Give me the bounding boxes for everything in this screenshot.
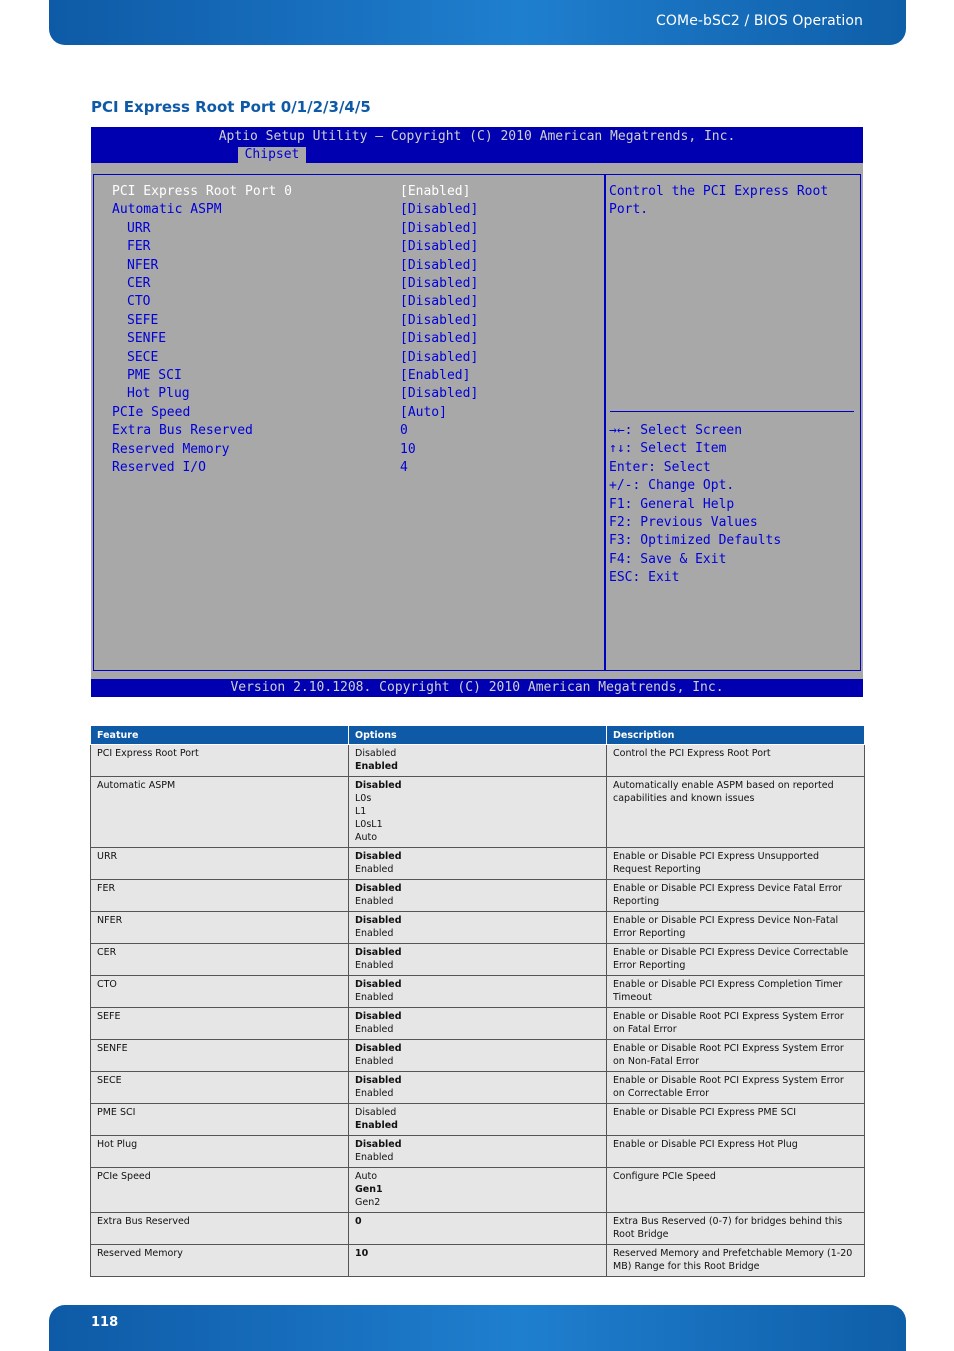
description-cell: Enable or Disable Root PCI Express System Error on Non-Fatal Error — [607, 1040, 865, 1072]
bios-help-text: Control the PCI Express Root — [609, 184, 829, 199]
description-cell: Enable or Disable PCI Express Unsupported Request Reporting — [607, 848, 865, 880]
table-row — [91, 1168, 865, 1213]
bios-item-label[interactable]: Extra Bus Reserved — [112, 423, 253, 439]
feature-table — [90, 725, 865, 1277]
option-value: Enabled — [355, 896, 394, 907]
table-row — [91, 1136, 865, 1168]
bios-item-label[interactable]: Automatic ASPM — [112, 202, 222, 218]
bios-item-label[interactable]: PCIe Speed — [112, 404, 191, 420]
table-row — [91, 745, 865, 777]
bios-key-hint: F3: Optimized Defaults — [609, 533, 782, 549]
bios-item-value[interactable]: [Auto] — [400, 404, 447, 420]
bios-key-hint: +/-: Change Opt. — [609, 478, 735, 494]
table-row — [91, 944, 865, 976]
feature-cell: FER — [91, 880, 349, 912]
description-cell: Enable or Disable PCI Express PME SCI — [607, 1104, 865, 1136]
section-heading: PCI Express Root Port 0/1/2/3/4/5 — [91, 98, 371, 116]
bios-key-hint: F4: Save & Exit — [609, 551, 727, 567]
description-cell: Enable or Disable Root PCI Express System Error on Fatal Error — [607, 1008, 865, 1040]
feature-cell: SENFE — [91, 1040, 349, 1072]
options-cell — [349, 912, 607, 944]
table-row — [91, 1104, 865, 1136]
table-row — [91, 1072, 865, 1104]
bios-item-value[interactable]: [Disabled] — [400, 349, 479, 365]
option-value: 0 — [355, 1216, 362, 1227]
option-value: Enabled — [355, 1024, 394, 1035]
table-row — [91, 777, 865, 848]
bios-item-value[interactable]: 0 — [400, 423, 408, 439]
option-value: Auto — [355, 832, 378, 843]
table-row — [91, 912, 865, 944]
description-cell: Enable or Disable PCI Express Device Non-Fatal Error Reporting — [607, 912, 865, 944]
document-title: COMe-bSC2 / BIOS Operation — [656, 13, 863, 29]
description-cell: Enable or Disable PCI Express Device Fatal Error Reporting — [607, 880, 865, 912]
bios-item-label[interactable]: SECE — [127, 349, 159, 365]
bios-item-label[interactable]: PCI Express Root Port 0 — [112, 184, 293, 199]
option-value: Disabled — [355, 851, 402, 862]
description-cell: Extra Bus Reserved (0-7) for bridges behind this Root Bridge — [607, 1213, 865, 1245]
table-row — [91, 1213, 865, 1245]
table-row — [91, 880, 865, 912]
description-cell: Automatically enable ASPM based on reported capabilities and known issues — [607, 777, 865, 848]
bios-item-value[interactable]: [Disabled] — [400, 294, 479, 310]
options-cell — [349, 880, 607, 912]
option-value: Disabled — [355, 780, 402, 791]
bios-title: Aptio Setup Utility – Copyright (C) 2010 American Megatrends, Inc. — [218, 129, 736, 144]
description-cell: Enable or Disable Root PCI Express System Error on Correctable Error — [607, 1072, 865, 1104]
option-value: Enabled — [355, 928, 394, 939]
option-value: Disabled — [355, 915, 402, 926]
feature-cell: URR — [91, 848, 349, 880]
description-cell: Enable or Disable PCI Express Hot Plug — [607, 1136, 865, 1168]
option-value: Enabled — [355, 1152, 394, 1163]
option-value: Disabled — [355, 1043, 402, 1054]
description-cell: Control the PCI Express Root Port — [607, 745, 865, 777]
feature-cell: NFER — [91, 912, 349, 944]
feature-cell: Hot Plug — [91, 1136, 349, 1168]
options-cell — [349, 1040, 607, 1072]
options-cell — [349, 944, 607, 976]
bios-item-value[interactable]: [Enabled] — [400, 368, 471, 383]
bios-help-text: Port. — [609, 202, 649, 218]
bios-item-label[interactable]: URR — [127, 220, 151, 236]
option-value: Auto — [355, 1171, 378, 1182]
feature-cell: Reserved Memory — [91, 1245, 349, 1277]
bios-titlebar — [91, 127, 863, 163]
bios-key-hint: F2: Previous Values — [609, 515, 758, 530]
tab-chipset[interactable]: Chipset — [238, 147, 306, 163]
description-cell: Enable or Disable PCI Express Device Correctable Error Reporting — [607, 944, 865, 976]
option-value: Disabled — [355, 883, 402, 894]
option-value: Enabled — [355, 992, 394, 1003]
options-cell — [349, 1213, 607, 1245]
feature-cell: Automatic ASPM — [91, 777, 349, 848]
options-cell — [349, 976, 607, 1008]
bios-item-value[interactable]: [Disabled] — [400, 386, 479, 402]
bios-item-value[interactable]: [Disabled] — [400, 331, 479, 347]
bios-help-panel — [605, 174, 861, 671]
feature-cell: PCIe Speed — [91, 1168, 349, 1213]
feature-cell: PME SCI — [91, 1104, 349, 1136]
option-value: Gen1 — [355, 1184, 383, 1195]
bios-key-hint: ESC: Exit — [609, 570, 680, 586]
bios-item-label[interactable]: Reserved I/O — [112, 460, 206, 475]
option-value: Gen2 — [355, 1197, 381, 1208]
bios-footer: Version 2.10.1208. Copyright (C) 2010 American Megatrends, Inc. — [91, 679, 863, 697]
page-number: 118 — [91, 1315, 119, 1330]
bios-key-hint: Enter: Select — [609, 459, 711, 475]
bios-item-label[interactable]: Reserved Memory — [112, 441, 230, 457]
table-row — [91, 848, 865, 880]
bios-item-value[interactable]: [Disabled] — [400, 257, 479, 273]
header-banner — [49, 0, 906, 45]
options-cell — [349, 745, 607, 777]
header-description: Description — [607, 726, 865, 745]
feature-cell: CTO — [91, 976, 349, 1008]
options-cell — [349, 1168, 607, 1213]
bios-settings-panel — [93, 174, 605, 671]
option-value: Disabled — [355, 748, 397, 759]
option-value: Enabled — [355, 1120, 398, 1131]
option-value: Disabled — [355, 1139, 402, 1150]
option-value: Enabled — [355, 960, 394, 971]
option-value: Enabled — [355, 1088, 394, 1099]
options-cell — [349, 848, 607, 880]
bios-item-label[interactable]: SENFE — [127, 331, 167, 347]
option-value: Enabled — [355, 761, 398, 772]
option-value: L0s — [355, 793, 372, 804]
feature-cell: SEFE — [91, 1008, 349, 1040]
bios-item-label[interactable]: PME SCI — [127, 368, 182, 383]
bios-key-hint: ↑↓: Select Item — [609, 441, 727, 457]
description-cell: Enable or Disable PCI Express Completion Timer Timeout — [607, 976, 865, 1008]
footer-banner — [49, 1305, 906, 1351]
option-value: Disabled — [355, 947, 402, 958]
bios-key-hint: →←: Select Screen — [609, 423, 743, 438]
bios-item-label[interactable]: NFER — [127, 257, 159, 273]
option-value: Enabled — [355, 864, 394, 875]
bios-item-value[interactable]: [Disabled] — [400, 239, 479, 255]
options-cell — [349, 1245, 607, 1277]
bios-item-value[interactable]: [Disabled] — [400, 312, 479, 328]
table-row — [91, 1008, 865, 1040]
options-cell — [349, 777, 607, 848]
bios-item-value[interactable]: [Disabled] — [400, 276, 479, 291]
option-value: Disabled — [355, 979, 402, 990]
options-cell — [349, 1008, 607, 1040]
header-options: Options — [349, 726, 607, 745]
feature-cell: PCI Express Root Port — [91, 745, 349, 777]
description-cell: Reserved Memory and Prefetchable Memory (1-20 MB) Range for this Root Bridge — [607, 1245, 865, 1277]
bios-item-label[interactable]: CER — [127, 276, 151, 291]
options-cell — [349, 1136, 607, 1168]
table-row — [91, 1245, 865, 1277]
description-cell: Configure PCIe Speed — [607, 1168, 865, 1213]
bios-screenshot — [91, 127, 863, 697]
bios-item-value[interactable]: [Disabled] — [400, 202, 479, 218]
option-value: Disabled — [355, 1011, 402, 1022]
feature-cell: Extra Bus Reserved — [91, 1213, 349, 1245]
options-cell — [349, 1104, 607, 1136]
table-row — [91, 1040, 865, 1072]
table-header-row — [91, 726, 865, 745]
feature-cell: SECE — [91, 1072, 349, 1104]
bios-item-value[interactable]: 10 — [400, 441, 416, 457]
option-value: Enabled — [355, 1056, 394, 1067]
bios-item-label[interactable]: Hot Plug — [127, 386, 190, 402]
bios-item-label[interactable]: CTO — [127, 294, 151, 310]
bios-item-value[interactable]: [Disabled] — [400, 220, 479, 236]
option-value: L1 — [355, 806, 367, 817]
help-separator — [610, 411, 854, 412]
option-value: 10 — [355, 1248, 369, 1259]
options-cell — [349, 1072, 607, 1104]
bios-item-value[interactable]: 4 — [400, 460, 408, 475]
bios-item-label[interactable]: FER — [127, 239, 151, 255]
bios-item-label[interactable]: SEFE — [127, 312, 159, 328]
feature-cell: CER — [91, 944, 349, 976]
bios-key-hint: F1: General Help — [609, 496, 735, 512]
table-row — [91, 976, 865, 1008]
option-value: Disabled — [355, 1075, 402, 1086]
bios-item-value[interactable]: [Enabled] — [400, 184, 471, 199]
option-value: Disabled — [355, 1107, 397, 1118]
option-value: L0sL1 — [355, 819, 383, 830]
header-feature: Feature — [91, 726, 349, 745]
